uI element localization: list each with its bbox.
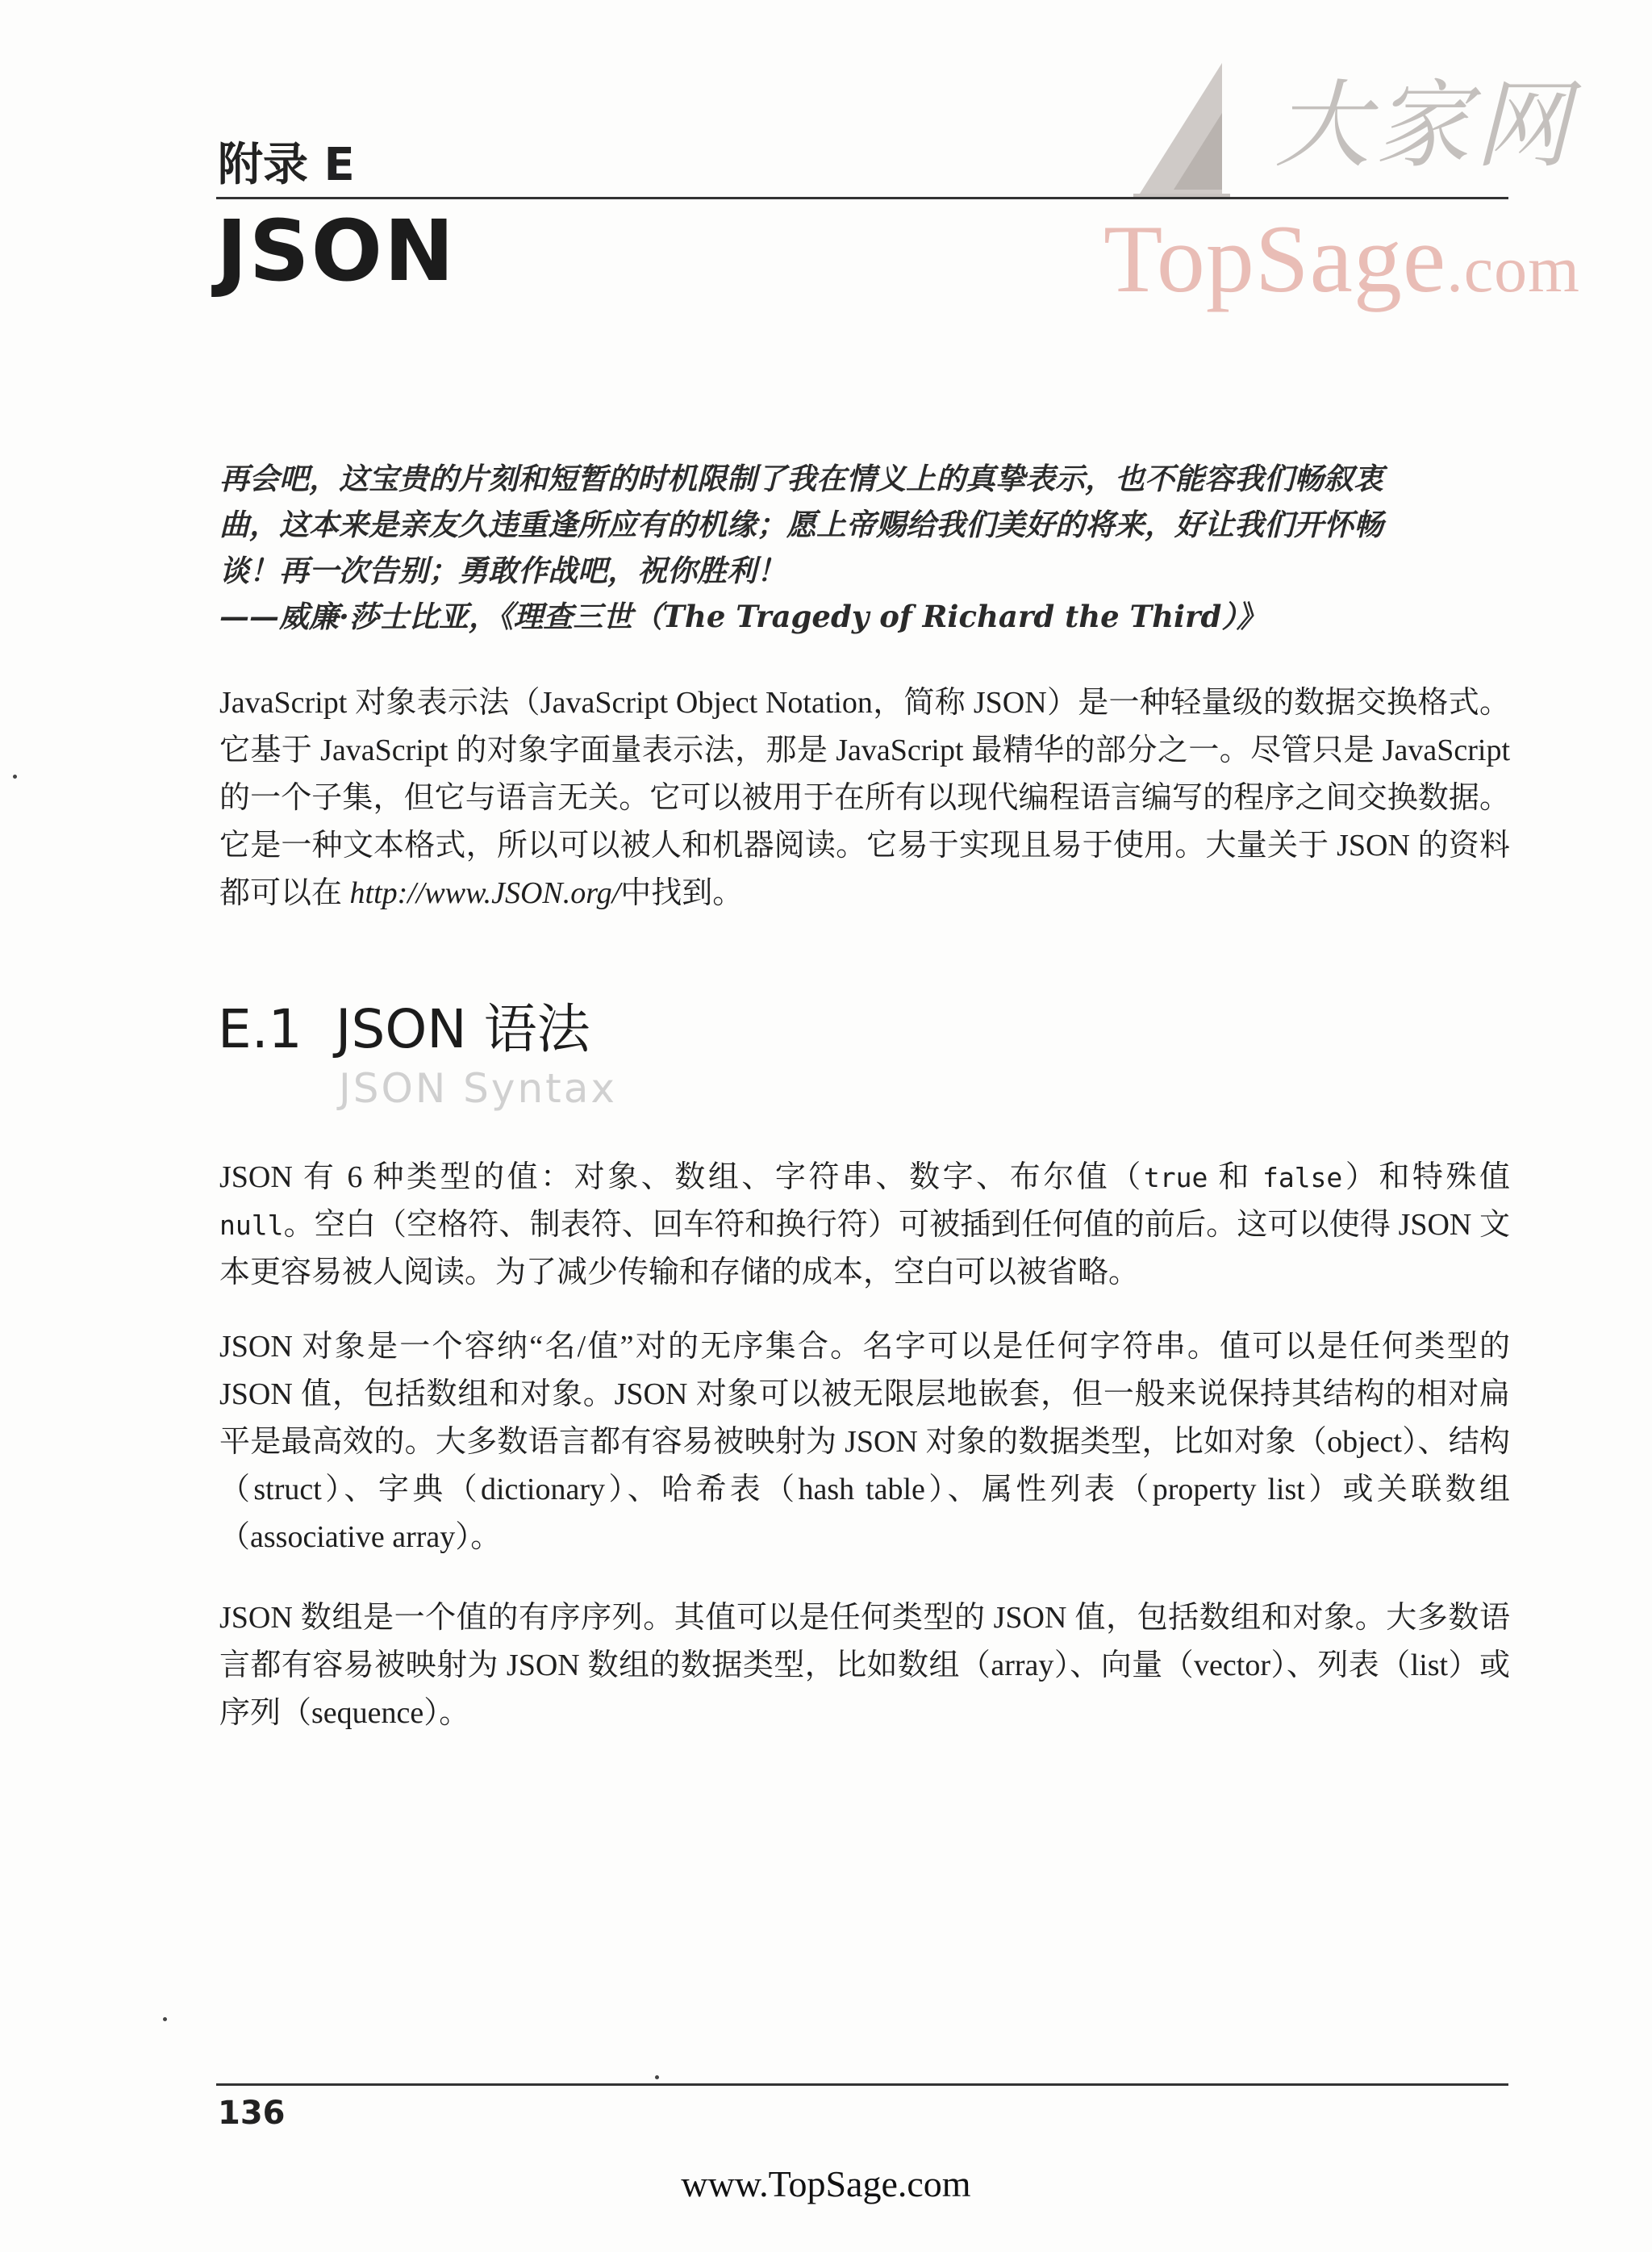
epigraph-line: 曲，这本来是亲友久违重逢所应有的机缘；愿上帝赐给我们美好的将来，好让我们开怀畅 [219, 507, 1383, 542]
epigraph [219, 456, 1510, 640]
bottom-rule [216, 2083, 1508, 2086]
watermark-chars: 大家网 [1274, 69, 1575, 181]
footer-site: www.TopSage.com [681, 2163, 971, 2204]
intro-paragraph [219, 679, 1510, 917]
top-rule [216, 197, 1508, 199]
section-heading [218, 986, 590, 1063]
epigraph-line: 谈！再一次告别；勇敢作战吧，祝你胜利！ [219, 553, 786, 588]
types-text-b: ）和特殊值 [1342, 1160, 1510, 1194]
null-keyword: null [219, 1210, 284, 1241]
epigraph-attribution: ——威廉·莎士比亚，《理查三世（The Tragedy of Richard the Third）》 [219, 599, 1266, 634]
watermark-site-main: TopSage [1103, 205, 1447, 312]
types-text-a: JSON 有 6 种类型的值：对象、数组、字符串、数字、布尔值（ [219, 1160, 1144, 1194]
section-title: JSON 语法 [336, 998, 590, 1060]
types-paragraph [219, 1154, 1510, 1297]
scan-speck [13, 775, 17, 779]
intro-tail: 中找到。 [620, 876, 744, 910]
appendix-label: 附录 E [218, 139, 355, 191]
watermark-site [1103, 203, 1580, 315]
object-paragraph: JSON 对象是一个容纳“名/值”对的无序集合。名字可以是任何字符串。值可以是任何类型的 JSON 值，包括数组和对象。JSON 对象可以被无限层地嵌套，但一般来说保持其结构的相对扁平是最高效的。大多数语言都有容易被映射为 JSON 对象的数据类型，比如对象（object）、结构（struct）、字典（dictionary）、哈希表（hash table）、属性列表（property list）或关联数组（associative array）。 [219, 1330, 1510, 1554]
watermark-site-suffix: .com [1446, 232, 1580, 306]
scan-speck [163, 2017, 167, 2021]
intro-text: JavaScript 对象表示法（JavaScript Object Notation，简称 JSON）是一种轻量级的数据交换格式。它基于 JavaScript 的对象字面量表示法，那是 JavaScript 最精华的部分之一。尽管只是 JavaScript 的一个子集，但它与语言无关。它可以被用于在所有以现代编程语言编写的程序之间交换数据。它是一种文本格式，所以可以被人和机器阅读。它易于实现且易于使用。大量关于 JSON 的资料都可以在 [219, 686, 1510, 910]
true-keyword: true [1143, 1162, 1208, 1193]
section-subtitle: JSON Syntax [339, 1065, 617, 1112]
epigraph-line: 再会吧，这宝贵的片刻和短暂的时机限制了我在情义上的真挚表示，也不能容我们畅叙衷 [219, 461, 1383, 496]
scan-speck [655, 2075, 659, 2079]
false-keyword: false [1262, 1162, 1343, 1193]
page-number: 136 [218, 2095, 286, 2132]
section-number: E.1 [218, 998, 302, 1060]
json-org-link[interactable]: http://www.JSON.org/ [349, 876, 621, 910]
chapter-title: JSON [216, 202, 457, 300]
array-paragraph: JSON 数组是一个值的有序序列。其值可以是任何类型的 JSON 值，包括数组和对象。大多数语言都有容易被映射为 JSON 数组的数据类型，比如数组（array）、向量（vector）、列表（list）或序列（sequence）。 [219, 1601, 1510, 1730]
types-text-c: 。空白（空格符、制表符、回车符和换行符）可被插到任何值的前后。这可以使得 JSON 文本更容易被人阅读。为了减少传输和存储的成本，空白可以被省略。 [219, 1208, 1510, 1289]
types-text-and: 和 [1208, 1160, 1262, 1194]
